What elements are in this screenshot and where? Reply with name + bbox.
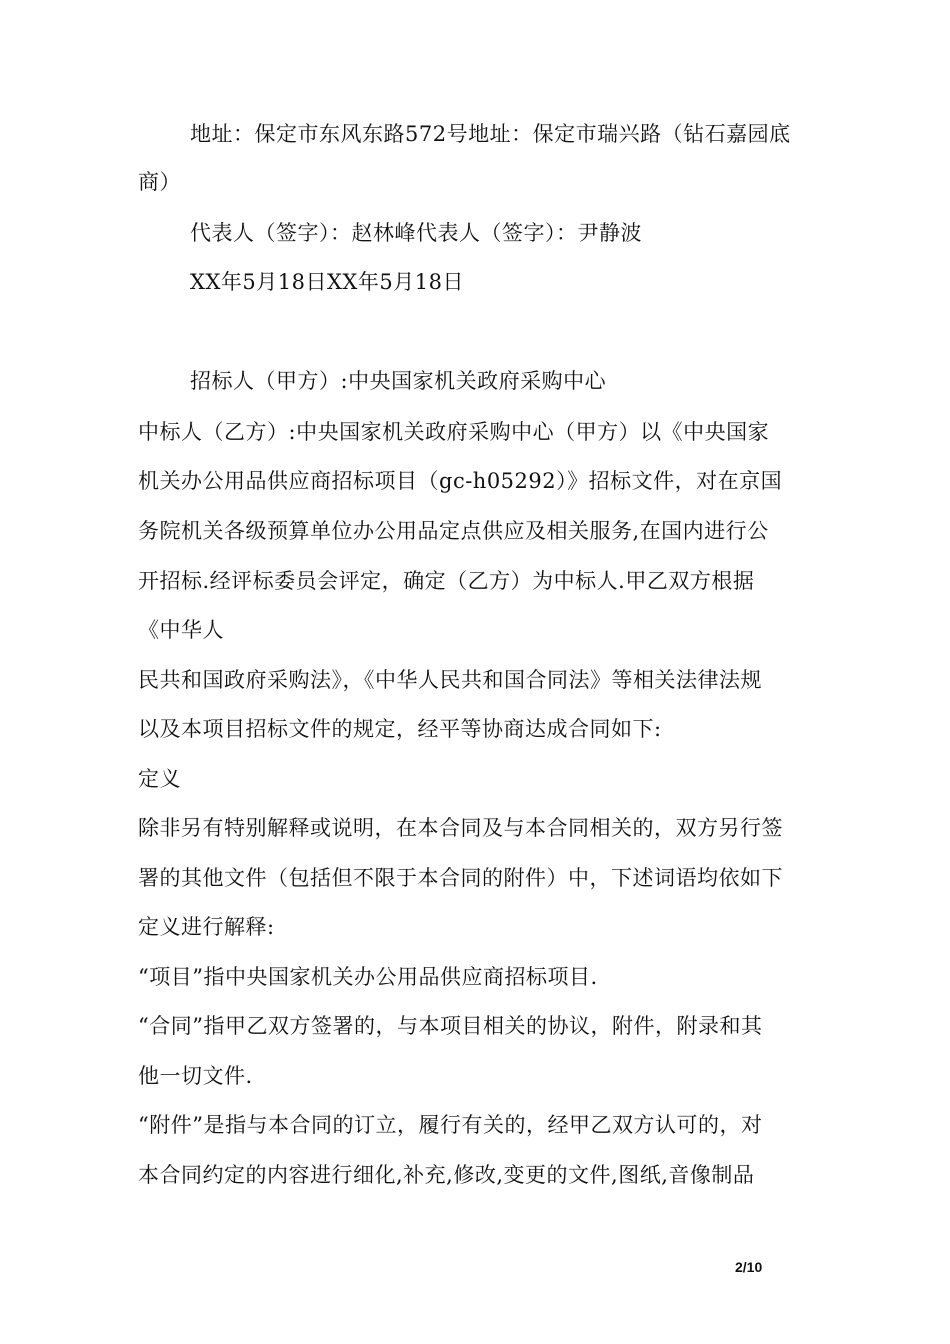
text-line: “项目”指中央国家机关办公用品供应商招标项目. (138, 965, 598, 989)
text-line: 机关办公用品供应商招标项目（gc-h05292）》招标文件，对在京国 (138, 469, 783, 493)
text-line: 署的其他文件（包括但不限于本合同的附件）中，下述词语均依如下 (138, 866, 783, 890)
text-line: 代表人（签字）：赵林峰代表人（签字）：尹静波 (190, 221, 642, 245)
text-line: 务院机关各级预算单位办公用品定点供应及相关服务,在国内进行公 (138, 519, 769, 543)
text-line: 《中华人 (138, 618, 224, 642)
text-line: 地址：保定市东风东路572号地址：保定市瑞兴路（钻石嘉园底 (190, 122, 791, 146)
text-line: 招标人（甲方）:中央国家机关政府采购中心 (190, 369, 607, 393)
text-line: 本合同约定的内容进行细化,补充,修改,变更的文件,图纸,音像制品 (138, 1163, 755, 1187)
text-line: 以及本项目招标文件的规定，经平等协商达成合同如下: (138, 717, 662, 741)
text-line: XX年5月18日XX年5月18日 (190, 270, 464, 294)
text-line: 他一切文件. (138, 1064, 253, 1088)
text-line: “附件”是指与本合同的订立，履行有关的，经甲乙双方认可的，对 (138, 1113, 763, 1137)
text-line: 除非另有特别解释或说明，在本合同及与本合同相关的，双方另行签 (138, 816, 783, 840)
text-line: 中标人（乙方）:中央国家机关政府采购中心（甲方）以《中央国家 (138, 420, 770, 444)
text-line: 民共和国政府采购法》，《中华人民共和国合同法》等相关法律法规 (138, 668, 762, 692)
text-line: “合同”指甲乙双方签署的，与本项目相关的协议，附件，附录和其 (138, 1014, 763, 1038)
text-line: 商） (138, 170, 181, 194)
section-heading: 定义 (138, 767, 181, 791)
text-line: 定义进行解释: (138, 915, 275, 939)
text-line: 开招标.经评标委员会评定，确定（乙方）为中标人.甲乙双方根据 (138, 569, 755, 593)
page-number: 2/10 (735, 1259, 763, 1275)
